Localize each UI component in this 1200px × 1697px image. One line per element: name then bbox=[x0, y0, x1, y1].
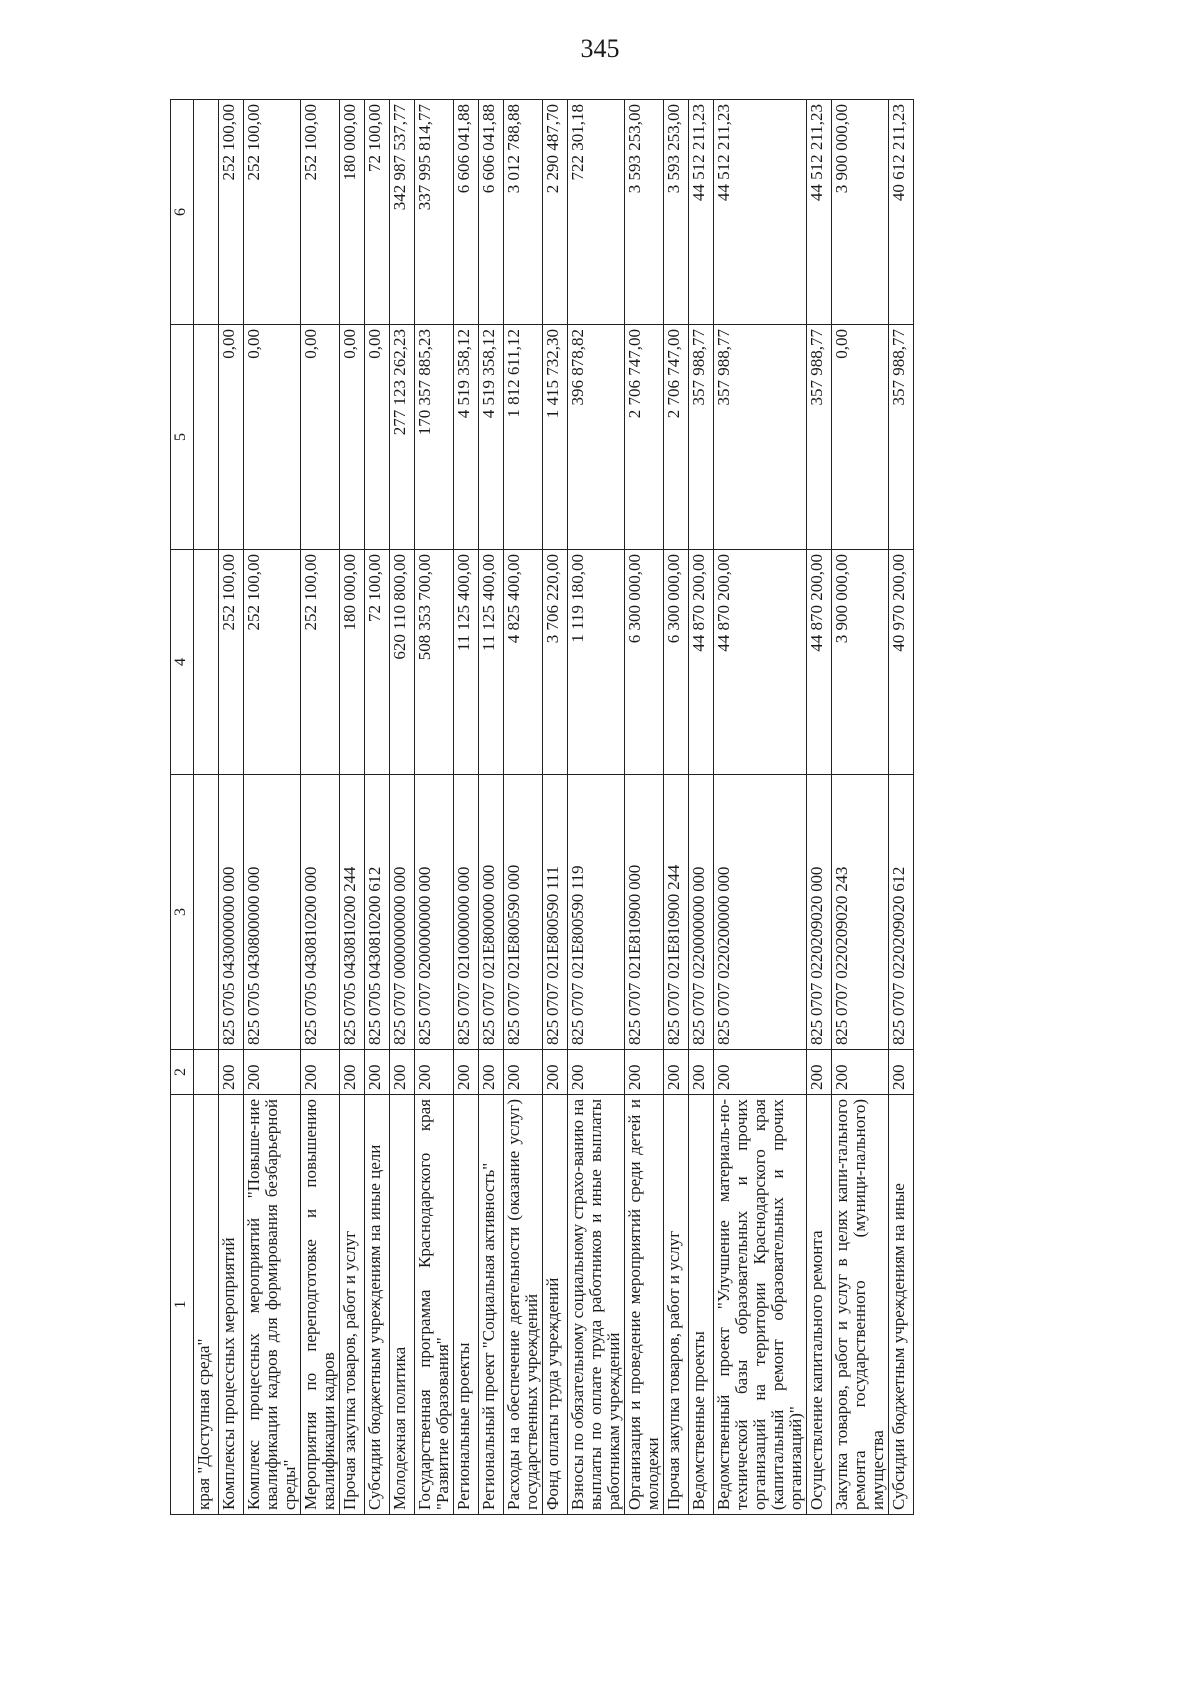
table-row bbox=[390, 100, 415, 1515]
table-cell-kbk: 825 0705 0430000000 000 bbox=[219, 775, 244, 1050]
table-cell-v4: 3 706 220,00 bbox=[543, 550, 568, 775]
table-cell-v4 bbox=[194, 550, 219, 775]
table-row bbox=[504, 100, 543, 1515]
table-row bbox=[219, 100, 244, 1515]
table-cell-kbk: 825 0707 021Е800590 119 bbox=[568, 775, 625, 1050]
table-cell-code: 200 bbox=[301, 1050, 340, 1095]
table-cell-v6: 337 995 814,77 bbox=[415, 100, 454, 325]
table-cell-name: Субсидии бюджетным учреждениям на иные цели bbox=[365, 1095, 390, 1515]
table-cell-code: 200 bbox=[479, 1050, 504, 1095]
table-cell-kbk: 825 0707 0220209020 612 bbox=[889, 775, 914, 1050]
table-cell-kbk: 825 0707 0220200000 000 bbox=[714, 775, 807, 1050]
table-cell-v6: 44 512 211,23 bbox=[807, 100, 832, 325]
table-cell-v5: 2 706 747,00 bbox=[625, 325, 664, 550]
table-cell-v6: 3 900 000,00 bbox=[832, 100, 889, 325]
table-cell-v6 bbox=[194, 100, 219, 325]
table-cell-v4: 252 100,00 bbox=[219, 550, 244, 775]
table-cell-v6: 3 012 788,88 bbox=[504, 100, 543, 325]
table-cell-v5: 357 988,77 bbox=[689, 325, 714, 550]
table-cell-v5: 396 878,82 bbox=[568, 325, 625, 550]
table-cell-v5: 357 988,77 bbox=[807, 325, 832, 550]
table-cell-v4: 6 300 000,00 bbox=[625, 550, 664, 775]
table-cell-name: края "Доступная среда" bbox=[194, 1095, 219, 1515]
table-row bbox=[479, 100, 504, 1515]
table-cell-v4: 6 300 000,00 bbox=[664, 550, 689, 775]
table-cell-code: 200 bbox=[340, 1050, 365, 1095]
table-cell-code: 200 bbox=[714, 1050, 807, 1095]
table-cell-v5: 1 812 611,12 bbox=[504, 325, 543, 550]
table-cell-kbk: 825 0705 0430800000 000 bbox=[244, 775, 301, 1050]
table-cell-v5: 277 123 262,23 bbox=[390, 325, 415, 550]
table-cell-v4: 620 110 800,00 bbox=[390, 550, 415, 775]
table-cell-kbk: 825 0707 021Е800590 111 bbox=[543, 775, 568, 1050]
table-cell-code: 200 bbox=[807, 1050, 832, 1095]
table-cell-code: 200 bbox=[832, 1050, 889, 1095]
table-row bbox=[664, 100, 689, 1515]
table-cell-v5: 0,00 bbox=[244, 325, 301, 550]
table-cell-v4: 11 125 400,00 bbox=[479, 550, 504, 775]
table-cell-name: Взносы по обязательному социальному страхо-ванию на выплаты по оплате труда работников и иные выплаты работникам учреждений bbox=[568, 1095, 625, 1515]
table-cell-v5: 170 357 885,23 bbox=[415, 325, 454, 550]
table-cell-name: Региональные проекты bbox=[454, 1095, 479, 1515]
header-row bbox=[171, 100, 194, 1515]
table-cell-code: 200 bbox=[415, 1050, 454, 1095]
table-cell-v4: 44 870 200,00 bbox=[714, 550, 807, 775]
table-row bbox=[832, 100, 889, 1515]
table-cell-kbk: 825 0707 0220209020 000 bbox=[807, 775, 832, 1050]
header-cell: 6 bbox=[171, 100, 194, 325]
table-cell-code bbox=[194, 1050, 219, 1095]
table-cell-kbk: 825 0707 021Е810900 000 bbox=[625, 775, 664, 1050]
table-cell-v5: 0,00 bbox=[219, 325, 244, 550]
table-cell-v6: 44 512 211,23 bbox=[714, 100, 807, 325]
table-cell-v5: 1 415 732,30 bbox=[543, 325, 568, 550]
table-row bbox=[689, 100, 714, 1515]
header-cell: 2 bbox=[171, 1050, 194, 1095]
table-cell-kbk: 825 0707 0000000000 000 bbox=[390, 775, 415, 1050]
table-cell-code: 200 bbox=[664, 1050, 689, 1095]
table-cell-kbk: 825 0705 0430810200 244 bbox=[340, 775, 365, 1050]
table-cell-v6: 180 000,00 bbox=[340, 100, 365, 325]
table-cell-v4: 252 100,00 bbox=[301, 550, 340, 775]
table-row bbox=[543, 100, 568, 1515]
table-cell-code: 200 bbox=[568, 1050, 625, 1095]
table-cell-kbk: 825 0705 0430810200 000 bbox=[301, 775, 340, 1050]
table-row bbox=[365, 100, 390, 1515]
table-cell-code: 200 bbox=[625, 1050, 664, 1095]
table-cell-v6: 342 987 537,77 bbox=[390, 100, 415, 325]
table-cell-kbk: 825 0707 021Е800000 000 bbox=[479, 775, 504, 1050]
table-cell-v4: 4 825 400,00 bbox=[504, 550, 543, 775]
table-cell-kbk: 825 0707 021Е800590 000 bbox=[504, 775, 543, 1050]
table-cell-kbk: 825 0707 0210000000 000 bbox=[454, 775, 479, 1050]
header-cell: 5 bbox=[171, 325, 194, 550]
table-cell-v6: 40 612 211,23 bbox=[889, 100, 914, 325]
table-cell-name: Комплекс процессных мероприятий "Повыше-ние квалификации кадров для формирования безбарьерной среды" bbox=[244, 1095, 301, 1515]
table-cell-v4: 252 100,00 bbox=[244, 550, 301, 775]
table-row bbox=[625, 100, 664, 1515]
table-cell-v6: 6 606 041,88 bbox=[479, 100, 504, 325]
table-cell-v6: 252 100,00 bbox=[301, 100, 340, 325]
table-cell-v5: 2 706 747,00 bbox=[664, 325, 689, 550]
table-cell-v6: 3 593 253,00 bbox=[664, 100, 689, 325]
table-cell-v5: 357 988,77 bbox=[714, 325, 807, 550]
table-cell-name: Расходы на обеспечение деятельности (оказание услуг) государственных учреждений bbox=[504, 1095, 543, 1515]
table-row bbox=[415, 100, 454, 1515]
table-cell-name: Осуществление капитального ремонта bbox=[807, 1095, 832, 1515]
table-cell-code: 200 bbox=[889, 1050, 914, 1095]
table-cell-v6: 252 100,00 bbox=[219, 100, 244, 325]
header-cell: 1 bbox=[171, 1095, 194, 1515]
table-cell-v4: 3 900 000,00 bbox=[832, 550, 889, 775]
table-cell-code: 200 bbox=[504, 1050, 543, 1095]
table-cell-name: Организация и проведение мероприятий среди детей и молодежи bbox=[625, 1095, 664, 1515]
table-cell-v4: 1 119 180,00 bbox=[568, 550, 625, 775]
table-row bbox=[244, 100, 301, 1515]
table-row bbox=[889, 100, 914, 1515]
table-cell-name: Фонд оплаты труда учреждений bbox=[543, 1095, 568, 1515]
table-cell-name: Региональный проект "Социальная активность" bbox=[479, 1095, 504, 1515]
table-cell-v5 bbox=[194, 325, 219, 550]
table-cell-kbk: 825 0707 0220209020 243 bbox=[832, 775, 889, 1050]
rotated-table-container bbox=[170, 100, 1085, 1515]
table-cell-v5: 4 519 358,12 bbox=[454, 325, 479, 550]
table-cell-name: Молодежная политика bbox=[390, 1095, 415, 1515]
table-cell-v5: 4 519 358,12 bbox=[479, 325, 504, 550]
table-cell-kbk: 825 0707 021Е810900 244 bbox=[664, 775, 689, 1050]
table-cell-v5: 0,00 bbox=[832, 325, 889, 550]
table-cell-v4: 508 353 700,00 bbox=[415, 550, 454, 775]
table-cell-v6: 2 290 487,70 bbox=[543, 100, 568, 325]
table-cell-code: 200 bbox=[365, 1050, 390, 1095]
table-cell-v4: 180 000,00 bbox=[340, 550, 365, 775]
table-row bbox=[714, 100, 807, 1515]
table-cell-v6: 3 593 253,00 bbox=[625, 100, 664, 325]
table-cell-name: Прочая закупка товаров, работ и услуг bbox=[340, 1095, 365, 1515]
table-cell-kbk: 825 0707 0220000000 000 bbox=[689, 775, 714, 1050]
table-cell-name: Комплексы процессных мероприятий bbox=[219, 1095, 244, 1515]
table-cell-kbk bbox=[194, 775, 219, 1050]
table-cell-v4: 72 100,00 bbox=[365, 550, 390, 775]
page-number: 345 bbox=[580, 34, 620, 63]
table-cell-v4: 44 870 200,00 bbox=[689, 550, 714, 775]
table-cell-name: Субсидии бюджетным учреждениям на иные bbox=[889, 1095, 914, 1515]
table-cell-v5: 0,00 bbox=[340, 325, 365, 550]
table-cell-code: 200 bbox=[219, 1050, 244, 1095]
table-cell-code: 200 bbox=[543, 1050, 568, 1095]
table-cell-v5: 357 988,77 bbox=[889, 325, 914, 550]
header-cell: 4 bbox=[171, 550, 194, 775]
table-cell-code: 200 bbox=[390, 1050, 415, 1095]
table-cell-v6: 44 512 211,23 bbox=[689, 100, 714, 325]
table-cell-v5: 0,00 bbox=[365, 325, 390, 550]
table-cell-v6: 252 100,00 bbox=[244, 100, 301, 325]
table-row bbox=[340, 100, 365, 1515]
table-cell-name: Государственная программа Краснодарского края "Развитие образования" bbox=[415, 1095, 454, 1515]
table-row bbox=[301, 100, 340, 1515]
table-cell-v6: 722 301,18 bbox=[568, 100, 625, 325]
header-cell: 3 bbox=[171, 775, 194, 1050]
table-cell-v4: 40 970 200,00 bbox=[889, 550, 914, 775]
table-cell-kbk: 825 0707 0200000000 000 bbox=[415, 775, 454, 1050]
table-cell-v4: 11 125 400,00 bbox=[454, 550, 479, 775]
table-cell-v6: 6 606 041,88 bbox=[454, 100, 479, 325]
budget-table bbox=[170, 99, 914, 1515]
table-cell-v4: 44 870 200,00 bbox=[807, 550, 832, 775]
table-cell-v5: 0,00 bbox=[301, 325, 340, 550]
table-cell-code: 200 bbox=[244, 1050, 301, 1095]
table-row bbox=[568, 100, 625, 1515]
table-row bbox=[194, 100, 219, 1515]
table-cell-v6: 72 100,00 bbox=[365, 100, 390, 325]
table-cell-code: 200 bbox=[689, 1050, 714, 1095]
table-row bbox=[454, 100, 479, 1515]
table-cell-kbk: 825 0705 0430810200 612 bbox=[365, 775, 390, 1050]
table-cell-name: Ведомственные проекты bbox=[689, 1095, 714, 1515]
table-row bbox=[807, 100, 832, 1515]
table-cell-name: Закупка товаров, работ и услуг в целях капи-тального ремонта государственного (муници-пального) имущества bbox=[832, 1095, 889, 1515]
table-cell-name: Ведомственный проект "Улучшение материаль-но-технической базы образовательных и прочих организаций на территории Краснодарского края (капитальный ремонт образовательных и прочих организаций)" bbox=[714, 1095, 807, 1515]
table-cell-name: Прочая закупка товаров, работ и услуг bbox=[664, 1095, 689, 1515]
table-cell-name: Мероприятия по переподготовке и повышению квалификации кадров bbox=[301, 1095, 340, 1515]
table-cell-code: 200 bbox=[454, 1050, 479, 1095]
